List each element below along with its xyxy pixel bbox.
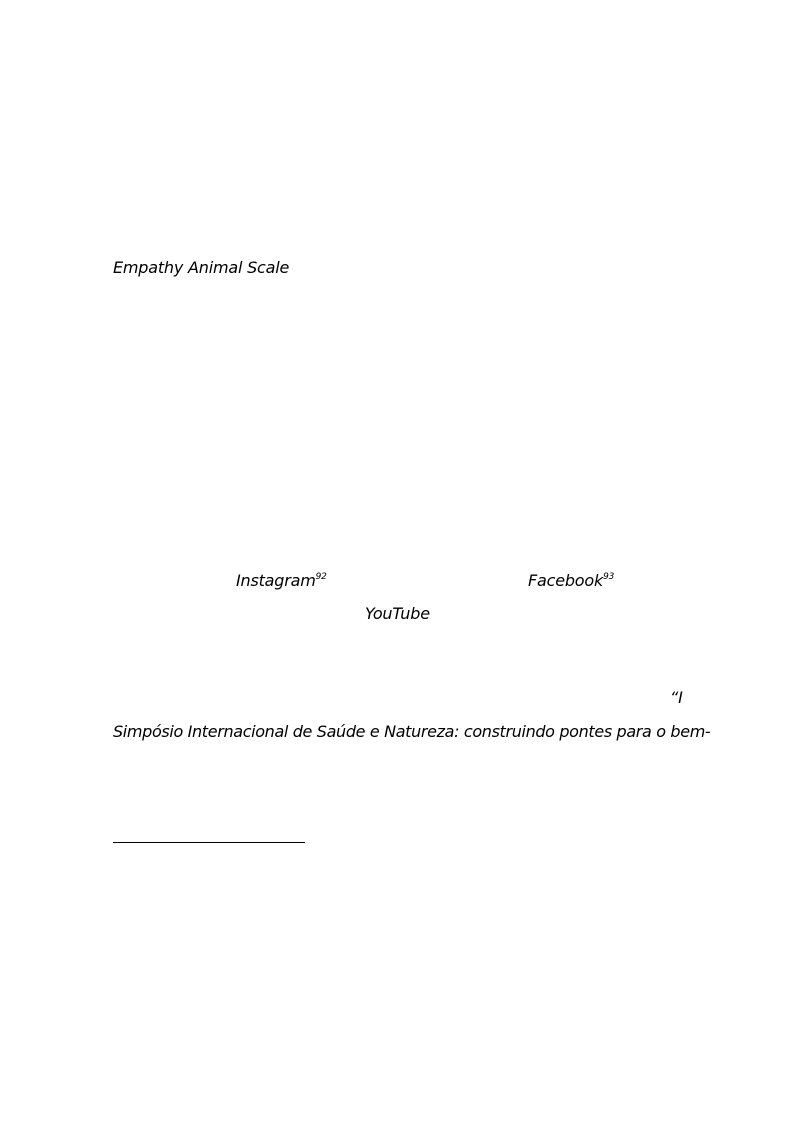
- instagram-label: Instagram: [236, 571, 316, 590]
- footnote-ref-93: 93: [603, 572, 615, 582]
- italic-term-youtube: YouTube: [365, 604, 430, 623]
- italic-term-empathy-animal-scale: Empathy Animal Scale: [113, 258, 290, 277]
- italic-quote-start: “I: [670, 688, 683, 707]
- italic-symposium-title: Simpósio Internacional de Saúde e Natureza: construindo pontes para o bem-: [113, 722, 711, 741]
- footnote-ref-92: 92: [315, 572, 327, 582]
- italic-term-facebook: [528, 571, 614, 591]
- footnote-separator: [113, 842, 305, 843]
- facebook-label: Facebook: [528, 571, 604, 590]
- italic-term-instagram: [236, 571, 327, 591]
